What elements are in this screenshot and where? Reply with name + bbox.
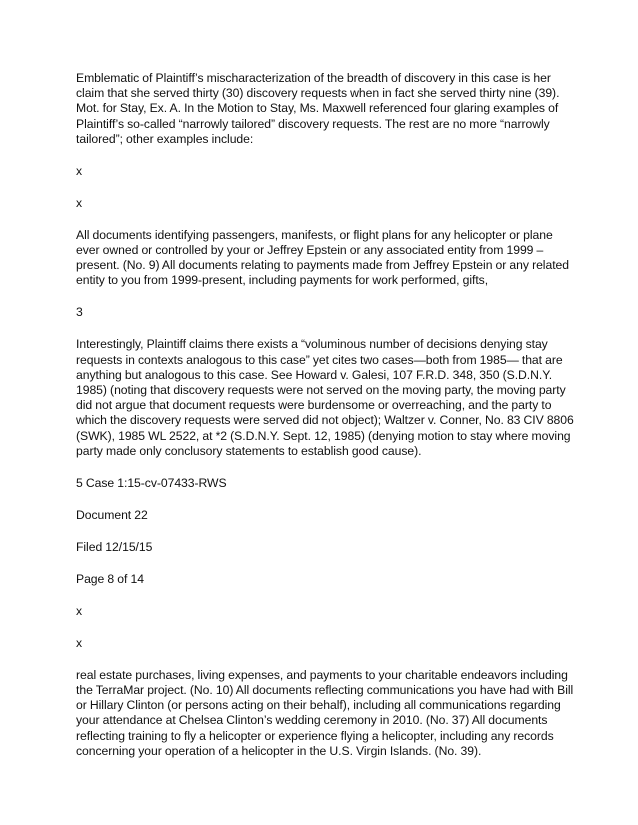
bullet-marker: x: [76, 635, 83, 650]
request-paragraph: All documents identifying passengers, manifests, or flight plans for any helicopter or plane ever owned or controlled by your or Jeffrey Epstein or any associated entity from 1999 – present. (No. 9) All documents relating to payments made from Jeffrey Epstein or any related entity to you from 1999-present, including payments for work performed, gifts,: [76, 227, 569, 288]
filed-date: Filed 12/15/15: [76, 539, 153, 554]
bullet-marker: x: [76, 163, 83, 178]
continuation-paragraph: real estate purchases, living expenses, and payments to your charitable endeavors including the TerraMar project. (No. 10) All documents reflecting communications you have had with Bill or Hillary Clinton (or persons acting on their behalf), including all communications regarding your attendance at Chelsea Clinton’s wedding ceremony in 2010. (No. 37) All documents reflecting training to fly a helicopter or experience flying a helicopter, including any records concerning your operation of a helicopter in the U.S. Virgin Islands. (No. 39).: [76, 667, 574, 758]
intro-paragraph: Emblematic of Plaintiff’s mischaracterization of the breadth of discovery in this case is her claim that she served thirty (30) discovery requests when in fact she served thirty nine (39). Mot. for Stay, Ex. A. In the Motion to Stay, Ms. Maxwell referenced four glaring examples of Plaintiff’s so-called “narrowly tailored” discovery requests. The rest are no more “narrowly tailored”; other examples include:: [76, 71, 560, 146]
case-header: 5 Case 1:15-cv-07433-RWS: [76, 475, 227, 490]
footnote-number: 3: [76, 305, 83, 320]
footnote-paragraph: Interestingly, Plaintiff claims there exists a “voluminous number of decisions denying stay requests in contexts analogous to this case” yet cites two cases—both from 1985— that are anything but analogous to this case. See Howard v. Galesi, 107 F.R.D. 348, 350 (S.D.N.Y. 1985) (noting that discovery requests were not served on the moving party, the moving party did not argue that document requests were burdensome or overreaching, and the party to which the discovery requests were served did not object); Waltzer v. Conner, No. 83 CIV 8806 (SWK), 1985 WL 2522, at *2 (S.D.N.Y. Sept. 12, 1985) (denying motion to stay where moving party made only conclusory statements to establish good cause).: [76, 337, 574, 458]
bullet-marker: x: [76, 195, 83, 210]
page-number: Page 8 of 14: [76, 571, 144, 586]
document-number: Document 22: [76, 507, 148, 522]
bullet-marker: x: [76, 603, 83, 618]
